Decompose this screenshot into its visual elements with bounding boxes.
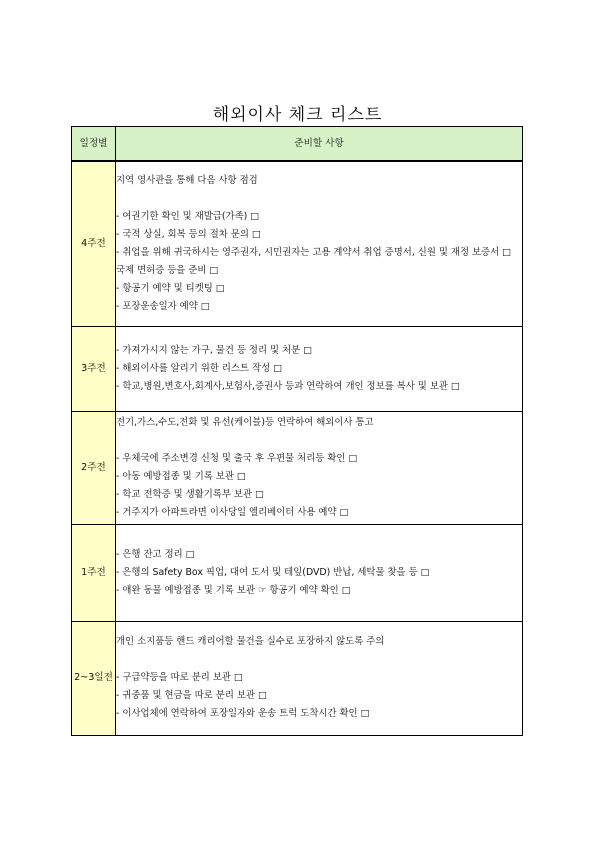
task-item: - 구급약등을 따로 분리 보관 □ xyxy=(116,672,243,683)
task-item: - 가져가시지 않는 가구, 물건 등 정리 및 처분 □ xyxy=(116,344,312,356)
header-tasks: 준비할 사항 xyxy=(116,127,523,162)
header-schedule: 일정별 xyxy=(72,127,116,162)
checklist-row xyxy=(72,524,523,621)
task-item: - 해외이사를 알리기 위한 리스트 작성 □ xyxy=(116,362,282,374)
checklist-row xyxy=(72,326,523,411)
page-title: 해외이사 체크 리스트 xyxy=(212,105,383,125)
task-items xyxy=(116,621,523,735)
spacer xyxy=(116,190,522,208)
task-item: - 귀중품 및 현금을 따로 분리 보관 □ xyxy=(116,690,267,701)
week-label: 1주전 xyxy=(72,524,116,621)
spacer xyxy=(116,432,522,450)
week-label: 2주전 xyxy=(72,411,116,524)
task-item: - 항공기 예약 및 티켓팅 □ xyxy=(116,282,225,294)
task-item: 국제 면허증 등을 준비 □ xyxy=(116,264,219,276)
week-label: 3주전 xyxy=(72,326,116,411)
task-items xyxy=(116,524,523,621)
task-items xyxy=(116,161,523,326)
task-item: - 은행 잔고 정리 □ xyxy=(116,548,195,560)
task-item: - 학교,병원,변호사,회계사,보험사,증권사 등과 연락하여 개인 정보를 복사 및 보관 □ xyxy=(116,380,460,392)
task-item: - 우체국에 주소변경 신청 및 출국 후 우편물 처리등 확인 □ xyxy=(116,452,358,464)
task-item: 전기,가스,수도,전화 및 유선(케이블)등 연락하여 해외이사 통고 xyxy=(116,416,374,428)
task-item: - 취업을 위해 귀국하시는 영주권자, 시민권자는 고용 계약서 취업 증명서, 신원 및 재정 보증서 □ xyxy=(116,246,512,258)
checklist-row xyxy=(72,411,523,524)
task-item: - 이사업체에 연락하여 포장일자와 운송 트럭 도착시간 확인 □ xyxy=(116,708,370,719)
week-label: 4주전 xyxy=(72,161,116,326)
task-item: - 국적 상실, 회복 등의 절차 문의 □ xyxy=(116,228,261,240)
task-item: 개인 소지품등 핸드 캐리어할 물건을 실수로 포장하지 않도록 주의 xyxy=(116,636,385,647)
task-item: 지역 영사관을 통해 다음 사항 점검 xyxy=(116,174,258,186)
task-items xyxy=(116,326,523,411)
task-items xyxy=(116,411,523,524)
task-item: - 여권기한 확인 및 재발급(가족) □ xyxy=(116,210,260,222)
week-label: 2~3일전 xyxy=(72,621,116,735)
task-item: - 애완 동물 예방접종 및 기록 보관 ☞ 항공기 예약 확인 □ xyxy=(116,584,351,596)
task-item: - 은행의 Safety Box 픽업, 대여 도서 및 테잎(DVD) 반납, 세탁물 찾을 등 □ xyxy=(116,566,430,578)
task-item: - 포장운송일자 예약 □ xyxy=(116,300,210,312)
spacer xyxy=(116,651,522,669)
task-item: - 학교 전학증 및 생활기록부 보관 □ xyxy=(116,488,264,500)
task-item: - 아동 예방접종 및 기록 보관 □ xyxy=(116,470,246,482)
checklist-row xyxy=(72,621,523,735)
task-item: - 거주지가 아파트라면 이사당일 엘리베이터 사용 예약 □ xyxy=(116,506,349,518)
header-row xyxy=(72,127,523,162)
checklist-table xyxy=(71,126,523,736)
checklist-row xyxy=(72,161,523,326)
